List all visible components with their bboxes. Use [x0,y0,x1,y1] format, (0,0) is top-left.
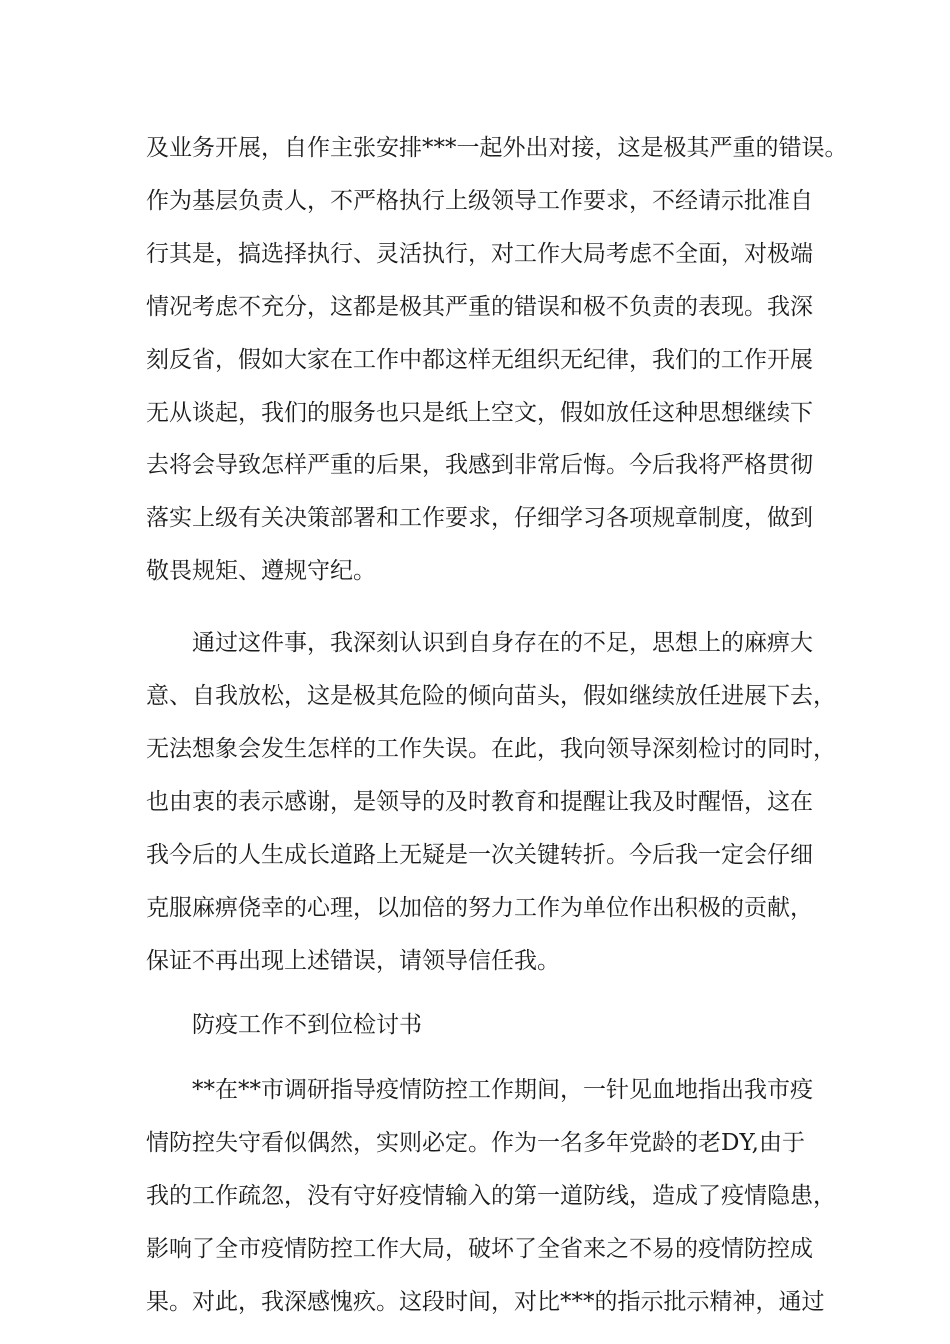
body-line: 及业务开展，自作主张安排***一起外出对接，这是极其严重的错误。 [146,135,848,161]
body-line: 情况考虑不充分，这都是极其严重的错误和极不负责的表现。我深 [146,294,813,320]
body-line: 行其是，搞选择执行、灵活执行，对工作大局考虑不全面，对极端 [146,241,813,267]
body-line: 果。对此，我深感愧疚。这段时间，对比***的指示批示精神，通过 [146,1289,825,1315]
body-line: 克服麻痹侥幸的心理，以加倍的努力工作为单位作出积极的贡献， [146,895,813,921]
body-line: 作为基层负责人，不严格执行上级领导工作要求，不经请示批准自 [146,188,813,214]
body-line: 也由衷的表示感谢，是领导的及时教育和提醒让我及时醒悟，这在 [146,789,813,815]
body-line: 无法想象会发生怎样的工作失误。在此，我向领导深刻检讨的同时， [146,736,836,762]
body-line: 敬畏规矩、遵规守纪。 [146,558,376,584]
paragraph-first-line: 通过这件事，我深刻认识到自身存在的不足，思想上的麻痹大 [192,630,813,656]
paragraph-first-line: **在**市调研指导疫情防控工作期间，一针见血地指出我市疫 [192,1077,813,1103]
section-heading: 防疫工作不到位检讨书 [192,1012,422,1038]
body-line: 保证不再出现上述错误，请领导信任我。 [146,948,560,974]
body-line: 落实上级有关决策部署和工作要求，仔细学习各项规章制度，做到 [146,505,813,531]
body-line: 刻反省，假如大家在工作中都这样无组织无纪律，我们的工作开展 [146,347,813,373]
body-line: 去将会导致怎样严重的后果，我感到非常后悔。今后我将严格贯彻 [146,452,813,478]
body-line: 情防控失守看似偶然，实则必定。作为一名多年党龄的老DY,由于 [146,1130,805,1156]
body-line: 影响了全市疫情防控工作大局，破坏了全省来之不易的疫情防控成 [146,1236,813,1262]
body-line: 我今后的人生成长道路上无疑是一次关键转折。今后我一定会仔细 [146,842,813,868]
body-line: 意、自我放松，这是极其危险的倾向苗头，假如继续放任进展下去， [146,683,836,709]
body-line: 无从谈起，我们的服务也只是纸上空文，假如放任这种思想继续下 [146,400,813,426]
body-line: 我的工作疏忽，没有守好疫情输入的第一道防线，造成了疫情隐患， [146,1183,836,1209]
